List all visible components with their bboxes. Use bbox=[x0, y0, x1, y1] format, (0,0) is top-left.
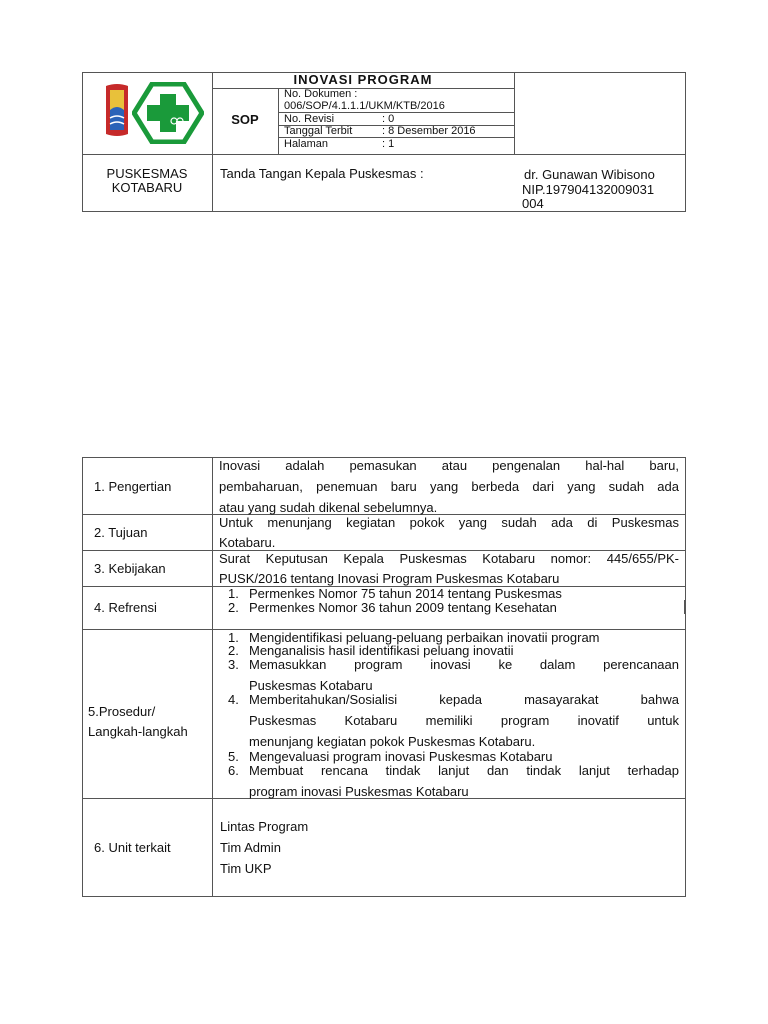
section-label-refrensi: 4. Refrensi bbox=[94, 600, 157, 615]
org-name-line2: KOTABARU bbox=[111, 180, 183, 195]
section-label-tujuan: 2. Tujuan bbox=[94, 525, 148, 540]
sop-label: SOP bbox=[231, 112, 259, 127]
section-label-prosedur-2: Langkah-langkah bbox=[88, 724, 188, 739]
kebijakan-line1: Surat Keputusan Kepala Puskesmas Kotabaru nomor: 445/655/PK- bbox=[219, 551, 679, 566]
tanggal-label: Tanggal Terbit bbox=[284, 125, 353, 137]
document-title: INOVASI PROGRAM bbox=[293, 72, 433, 87]
step-5: Mengevaluasi program inovasi Puskesmas Kotabaru bbox=[249, 749, 553, 764]
halaman-value: : 1 bbox=[382, 138, 395, 150]
signer-nip-line1: NIP.197904132009031 bbox=[522, 182, 655, 197]
step-5-num: 5. bbox=[228, 749, 239, 764]
refrensi-item-1: Permenkes Nomor 75 tahun 2014 tentang Puskesmas bbox=[249, 586, 562, 601]
step-3-cont: Puskesmas Kotabaru bbox=[249, 678, 373, 693]
refrensi-item-1-num: 1. bbox=[228, 586, 239, 601]
refrensi-item-2: Permenkes Nomor 36 tahun 2009 tentang Kesehatan bbox=[249, 600, 557, 615]
kebijakan-line2: PUSK/2016 tentang Inovasi Program Puskesmas Kotabaru bbox=[219, 571, 560, 586]
step-3-num: 3. bbox=[228, 657, 239, 672]
step-2: Menganalisis hasil identifikasi peluang inovatii bbox=[249, 643, 514, 658]
signer-name: dr. Gunawan Wibisono bbox=[524, 167, 655, 182]
doc-no-label: No. Dokumen : bbox=[284, 88, 358, 100]
unit-item-3: Tim UKP bbox=[220, 861, 272, 876]
step-4-num: 4. bbox=[228, 692, 239, 707]
section-label-pengertian: 1. Pengertian bbox=[94, 479, 172, 494]
regional-logo bbox=[104, 82, 130, 138]
tujuan-line1: Untuk menunjang kegiatan pokok yang sudah ada di Puskesmas bbox=[219, 515, 679, 530]
step-6: Membuat rencana tindak lanjut dan tindak lanjut terhadap bbox=[249, 763, 679, 778]
doc-no-value: 006/SOP/4.1.1.1/UKM/KTB/2016 bbox=[284, 100, 445, 112]
pengertian-line1: Inovasi adalah pemasukan atau pengenalan hal-hal baru, bbox=[219, 458, 679, 473]
refrensi-item-2-num: 2. bbox=[228, 600, 239, 615]
unit-item-2: Tim Admin bbox=[220, 840, 281, 855]
revisi-label: No. Revisi bbox=[284, 113, 335, 125]
section-label-unit: 6. Unit terkait bbox=[94, 840, 171, 855]
unit-item-1: Lintas Program bbox=[220, 819, 309, 834]
step-1-num: 1. bbox=[228, 630, 239, 645]
puskesmas-cross-logo bbox=[132, 82, 204, 144]
step-4: Memberitahukan/Sosialisi kepada masayarakat bahwa bbox=[249, 692, 679, 707]
section-label-prosedur-1: 5.Prosedur/ bbox=[88, 704, 156, 719]
step-1: Mengidentifikasi peluang-peluang perbaikan inovatii program bbox=[249, 630, 600, 645]
signer-nip-line2: 004 bbox=[522, 196, 544, 211]
halaman-label: Halaman bbox=[284, 138, 329, 150]
step-6-cont: program inovasi Puskesmas Kotabaru bbox=[249, 784, 469, 799]
org-name-line1: PUSKESMAS bbox=[106, 166, 188, 181]
signature-label: Tanda Tangan Kepala Puskesmas : bbox=[220, 166, 424, 181]
tujuan-line2: Kotabaru. bbox=[219, 535, 276, 550]
pengertian-line2: pembaharuan, penemuan baru yang berbeda dari yang sudah ada bbox=[219, 479, 679, 494]
step-3: Memasukkan program inovasi ke dalam perencanaan bbox=[249, 657, 679, 672]
step-2-num: 2. bbox=[228, 643, 239, 658]
section-label-kebijakan: 3. Kebijakan bbox=[94, 561, 166, 576]
step-6-num: 6. bbox=[228, 763, 239, 778]
step-4-cont: Puskesmas Kotabaru memiliki program inovatif untuk bbox=[249, 713, 679, 728]
step-4-cont2: menunjang kegiatan pokok Puskesmas Kotabaru. bbox=[249, 734, 536, 749]
pengertian-line3: atau yang sudah dikenal sebelumnya. bbox=[219, 500, 438, 515]
revisi-value: : 0 bbox=[382, 113, 395, 125]
tanggal-value: : 8 Desember 2016 bbox=[382, 125, 476, 137]
